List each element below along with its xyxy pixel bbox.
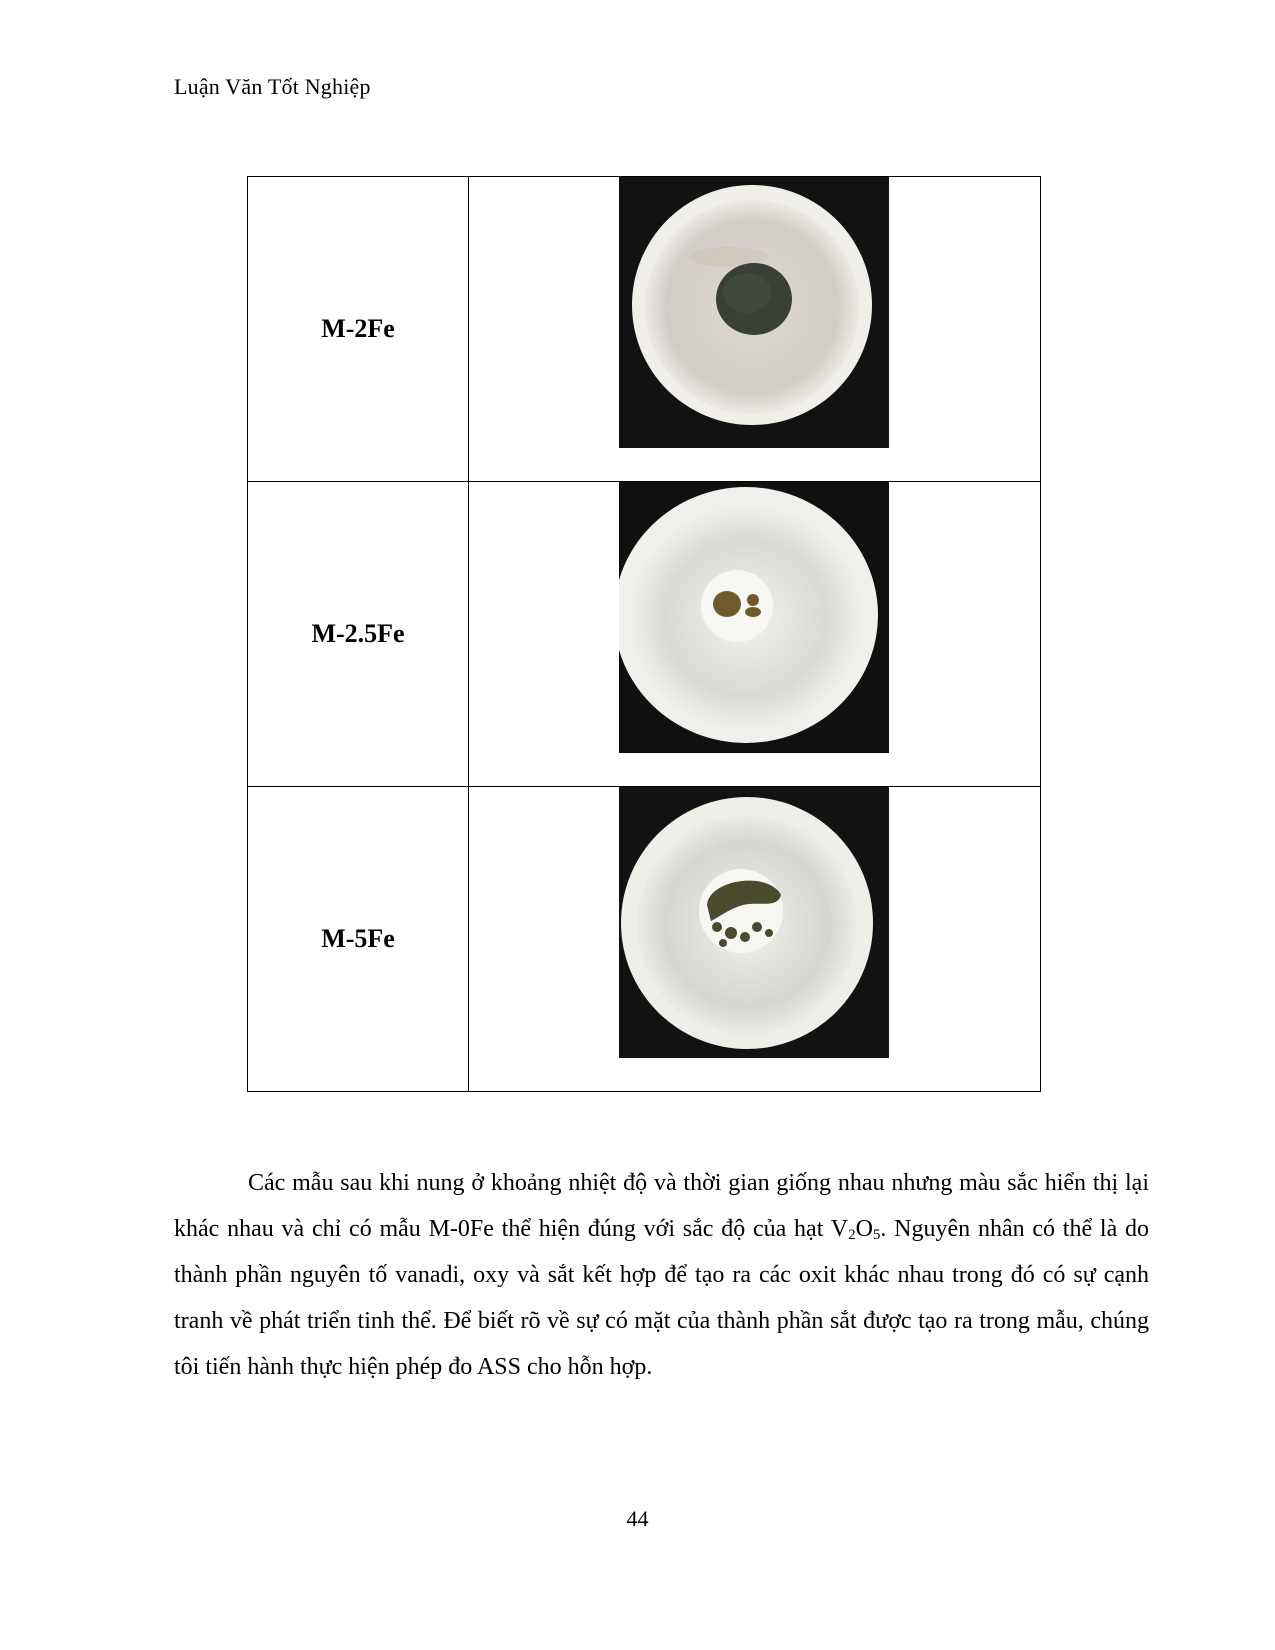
table-row — [248, 787, 1041, 1092]
page-number: 44 — [626, 1506, 649, 1531]
table-row — [248, 177, 1041, 482]
paragraph-text: Các mẫu sau khi nung ở khoảng nhiệt độ và thời gian giống nhau nhưng màu sắc hiển thị lại khác nhau và chỉ có mẫu M-0Fe thể hiện đúng với sắc độ của hạt $V_2O_5$. Nguyên nhân có thể là do thành phần nguyên tố vanadi, oxy và sắt kết hợp để tạo ra các oxit khác nhau trong đó có sự cạnh tranh về phát triển tinh thể. Để biết rõ về sự có mặt của thành phần sắt được tạo ra trong mẫu, chúng tôi tiến hành thực hiện phép đo ASS cho hỗn hợp. — [174, 1170, 1149, 1380]
sample-label-m5fe: M-5Fe — [248, 787, 469, 1092]
table-row — [248, 482, 1041, 787]
sample-label-m2fe: M-2Fe — [248, 177, 469, 482]
crucible-photo-m5fe — [619, 787, 889, 1058]
sample-label-m25fe: M-2.5Fe — [248, 482, 469, 787]
crucible-photo-m2fe — [619, 177, 889, 448]
running-header: Luận Văn Tốt Nghiệp — [174, 74, 371, 99]
sample-table — [247, 176, 1041, 1092]
crucible-photo-m25fe — [619, 482, 889, 753]
body-paragraph — [174, 1160, 1149, 1390]
